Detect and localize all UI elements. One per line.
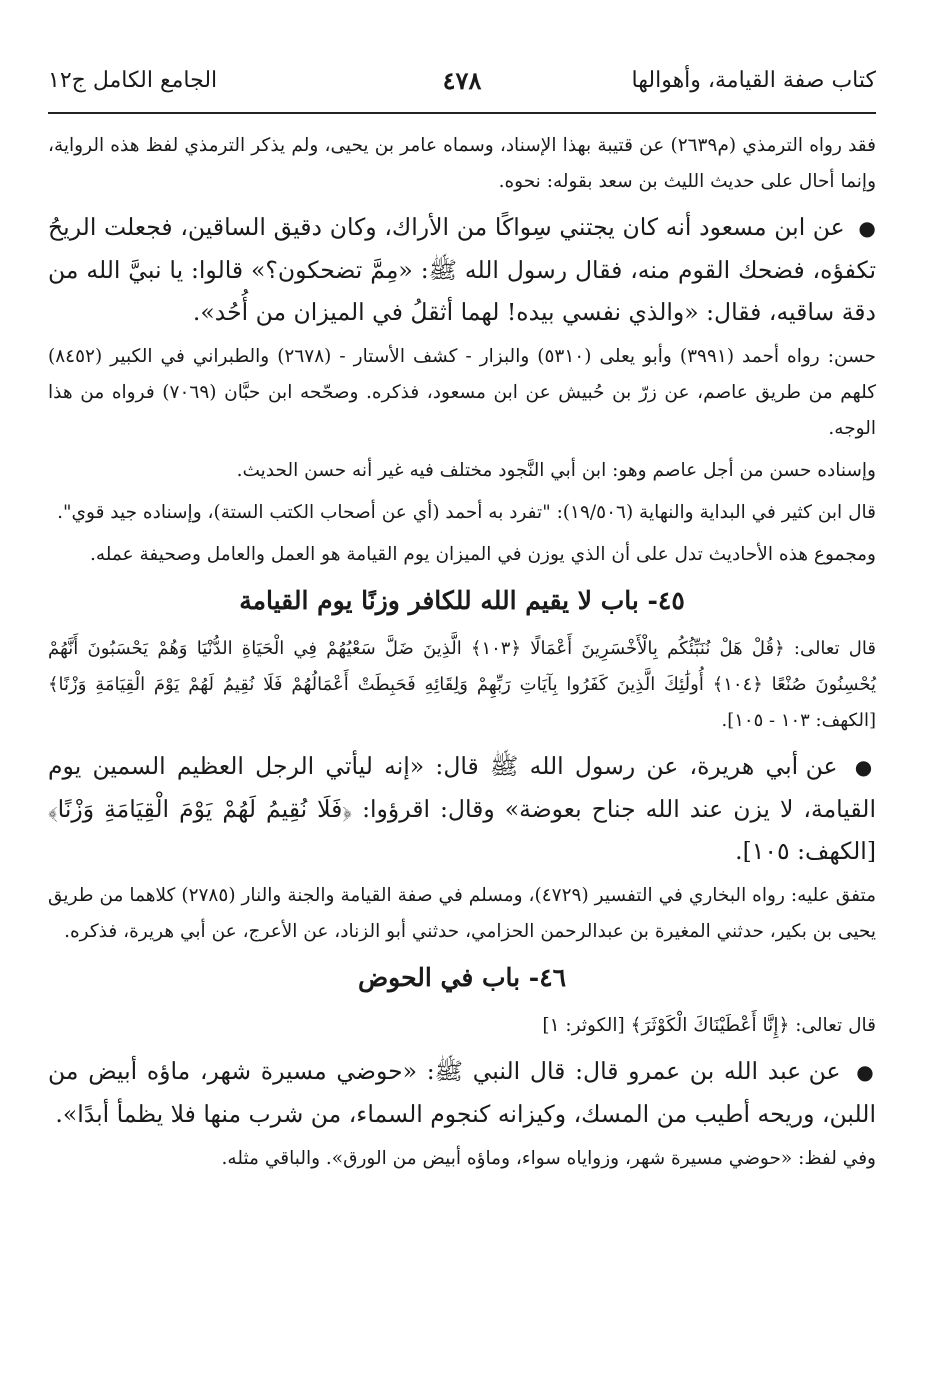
- paragraph-text: فقد رواه الترمذي (م٢٦٣٩) عن قتيبة بهذا الإسناد، وسماه عامر بن يحيى، ولم يذكر الترمذي لفظ هذه الرواية، وإنما أحال على حديث الليث بن سعد بقوله: نحوه.: [48, 135, 877, 192]
- summary-note: [48, 537, 876, 573]
- verse-text: قال تعالى: ﴿إِنَّا أَعْطَيْنَاكَ الْكَوْثَرَ﴾ [الكوثر: ١]: [542, 1015, 876, 1036]
- bullet-icon: ●: [858, 216, 876, 240]
- paragraph-text: وإسناده حسن من أجل عاصم وهو: ابن أبي النَّجود مختلف فيه غير أنه حسن الحديث.: [236, 460, 876, 481]
- page-content: [48, 114, 876, 1177]
- takhrij-ibn-masud: [48, 339, 876, 447]
- isnad-note: [48, 453, 876, 489]
- hadith-abdullah-ibn-amr: [48, 1050, 876, 1135]
- verse-text: قال تعالى: ﴿قُلْ هَلْ نُنَبِّئُكُم بِالْأَخْسَرِينَ أَعْمَالًا ﴿١٠٣﴾ الَّذِينَ ضَلَّ سَعْيُهُمْ فِي الْحَيَاةِ الدُّنْيَا وَهُمْ يَحْسَبُونَ أَنَّهُمْ يُحْسِنُونَ صُنْعًا ﴿١٠٤﴾ أُولَٰئِكَ الَّذِينَ كَفَرُوا بِآيَاتِ رَبِّهِمْ وَلِقَائِهِ فَحَبِطَتْ أَعْمَالُهُمْ فَلَا نُقِيمُ لَهُمْ يَوْمَ الْقِيَامَةِ وَزْنًا﴾ [الكهف: ١٠٣ - ١٠٥].: [48, 638, 877, 731]
- page-number: ٤٧٨: [442, 66, 482, 95]
- hadith-variant-note: [48, 1141, 876, 1177]
- paragraph-text: قال ابن كثير في البداية والنهاية (١٩/٥٠٦): "تفرد به أحمد (أي عن أصحاب الكتب الستة)، وإسناده جيد قوي".: [57, 502, 876, 523]
- header-book-title: الجامع الكامل ج١٢: [48, 68, 218, 93]
- chapter-46-verse: [48, 1008, 876, 1044]
- hadith-abu-hurayra: [48, 745, 876, 872]
- takhrij-abu-hurayra: [48, 878, 876, 950]
- bullet-icon: ●: [854, 755, 877, 779]
- book-page: [48, 60, 876, 1183]
- header-book-section: كتاب صفة القيامة، وأهوالها: [631, 68, 876, 93]
- paragraph-text: متفق عليه: رواه البخاري في التفسير (٤٧٢٩)، ومسلم في صفة القيامة والجنة والنار (٢٧٨٥) كلاهما من طريق يحيى بن بكير، حدثني المغيرة بن عبدالرحمن الحزامي، حدثني أبو الزناد، عن الأعرج، عن أبي هريرة، فذكره.: [48, 885, 876, 942]
- hadith-text: عن عبد الله بن عمرو قال: قال النبي ﷺ: «حوضي مسيرة شهر، ماؤه أبيض من اللبن، وريحه أطيب من المسك، وكيزانه كنجوم السماء، من شرب منها فلا يظمأ أبدًا».: [48, 1057, 876, 1128]
- chapter-45-title: ٤٥- باب لا يقيم الله للكافر وزنًا يوم القيامة: [239, 586, 685, 615]
- page-header: [48, 60, 876, 114]
- chapter-46-title: ٤٦- باب في الحوض: [357, 963, 567, 992]
- hadith-text: عن أبي هريرة، عن رسول الله ﷺ قال: «إنه ليأتي الرجل العظيم السمين يوم القيامة، لا يزن عند الله جناح بعوضة» وقال: اقرؤوا: ﴿فَلَا نُقِيمُ لَهُمْ يَوْمَ الْقِيَامَةِ وَزْنًا﴾ [الكهف: ١٠٥].: [48, 752, 876, 865]
- paragraph-text: ومجموع هذه الأحاديث تدل على أن الذي يوزن في الميزان يوم القيامة هو العمل والعامل وصحيفة عمله.: [89, 544, 876, 565]
- paragraph-text: حسن: رواه أحمد (٣٩٩١) وأبو يعلى (٥٣١٠) والبزار - كشف الأستار - (٢٦٧٨) والطبراني في الكبير (٨٤٥٢) كلهم من طريق عاصم، عن زرّ بن حُبيش عن ابن مسعود، فذكره. وصحّحه ابن حبَّان (٧٠٦٩) فرواه من هذا الوجه.: [48, 346, 876, 439]
- paragraph-text: وفي لفظ: «حوضي مسيرة شهر، وزواياه سواء، وماؤه أبيض من الورق». والباقي مثله.: [221, 1148, 876, 1169]
- hadith-ibn-masud: [48, 206, 876, 333]
- chapter-45-verse: [48, 631, 876, 739]
- bullet-icon: ●: [856, 1060, 876, 1084]
- ibn-kathir-note: [48, 495, 876, 531]
- paragraph-tirmidhi-note: [48, 128, 876, 200]
- hadith-text: عن ابن مسعود أنه كان يجتني سِواكًا من الأراك، وكان دقيق الساقين، فجعلت الريحُ تكفؤه، فضحك القوم منه، فقال رسول الله ﷺ: «مِمَّ تضحكون؟» قالوا: يا نبيَّ الله من دقة ساقيه، فقال: «والذي نفسي بيده! لهما أثقلُ في الميزان من أُحُد».: [48, 213, 876, 326]
